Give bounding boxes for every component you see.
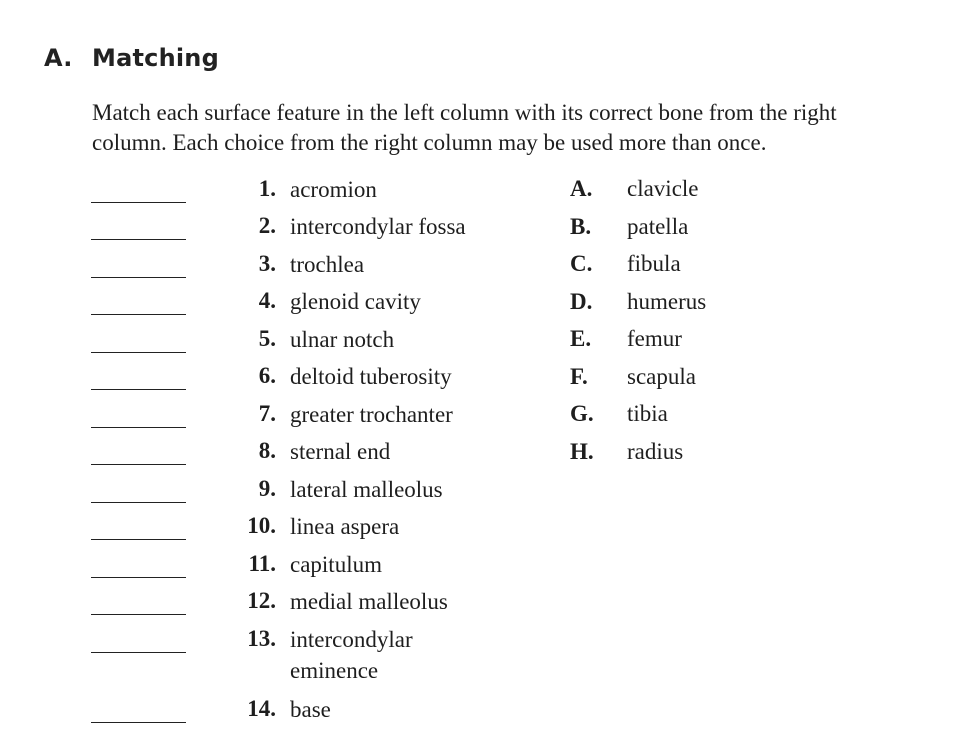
item-number: 4. [258, 288, 276, 313]
answer-blank[interactable] [91, 539, 186, 540]
item-number: 10. [247, 513, 276, 538]
choice-bone: radius [627, 438, 684, 464]
item-number: 12. [247, 588, 276, 613]
instructions-line-2: column. Each choice from the right column may be used more than once. [92, 130, 767, 155]
item-number: 2. [258, 213, 276, 238]
answer-blank[interactable] [91, 652, 186, 653]
section-heading [44, 44, 219, 72]
choice-bone: fibula [627, 251, 681, 276]
item-term: lateral malleolus [290, 477, 443, 502]
item-term: capitulum [290, 552, 382, 577]
answer-blank[interactable] [91, 502, 186, 503]
choice-bone: scapula [627, 363, 696, 389]
item-number: 3. [258, 251, 276, 276]
choice-letter: B. [570, 213, 592, 239]
answer-blank[interactable] [91, 202, 186, 203]
item-term: ulnar notch [290, 327, 395, 352]
choice-bone: femur [627, 326, 682, 351]
choice-bone: clavicle [627, 176, 699, 201]
item-term: trochlea [290, 252, 365, 277]
choice-bone: humerus [627, 288, 707, 314]
answer-blank[interactable] [91, 277, 186, 278]
answer-blank[interactable] [91, 427, 186, 428]
item-term: acromion [290, 177, 377, 202]
choice-letter: E. [570, 326, 592, 351]
item-term: glenoid cavity [290, 289, 421, 314]
choice-letter: C. [570, 251, 593, 276]
choice-bone: tibia [627, 401, 668, 426]
answer-blank[interactable] [91, 239, 186, 240]
item-number: 5. [258, 326, 276, 351]
section-title: Matching [92, 44, 219, 72]
answer-blank[interactable] [91, 614, 186, 615]
item-term: base [290, 697, 331, 722]
choice-letter: D. [570, 288, 593, 314]
item-term: intercondylar fossa [290, 214, 466, 239]
answer-blank[interactable] [91, 389, 186, 390]
item-number: 6. [258, 363, 276, 388]
item-number: 8. [258, 438, 276, 463]
answer-blank[interactable] [91, 722, 186, 723]
item-term: sternal end [290, 439, 391, 464]
choice-letter: G. [570, 401, 594, 426]
item-number: 14. [247, 696, 276, 721]
item-term: greater trochanter [290, 402, 453, 427]
answer-blank[interactable] [91, 314, 186, 315]
answer-blank[interactable] [91, 352, 186, 353]
instructions-line-1: Match each surface feature in the left column with its correct bone from the right [92, 100, 837, 125]
instructions [92, 98, 962, 158]
choice-letter: H. [570, 438, 594, 464]
answer-blank[interactable] [91, 464, 186, 465]
item-number: 11. [248, 551, 276, 576]
choice-letter: A. [570, 176, 593, 201]
item-term: intercondylar [290, 627, 413, 652]
answer-blank[interactable] [91, 577, 186, 578]
item-number: 13. [247, 626, 276, 651]
item-number: 7. [258, 401, 276, 426]
item-term: linea aspera [290, 514, 400, 539]
section-letter: A. [44, 44, 73, 72]
item-number: 9. [258, 476, 276, 501]
item-term: medial malleolus [290, 589, 448, 614]
choice-bone: patella [627, 213, 689, 239]
item-number: 1. [258, 176, 276, 201]
item-term-line-2: eminence [290, 658, 379, 683]
choice-letter: F. [570, 363, 588, 389]
item-term: deltoid tuberosity [290, 364, 452, 389]
